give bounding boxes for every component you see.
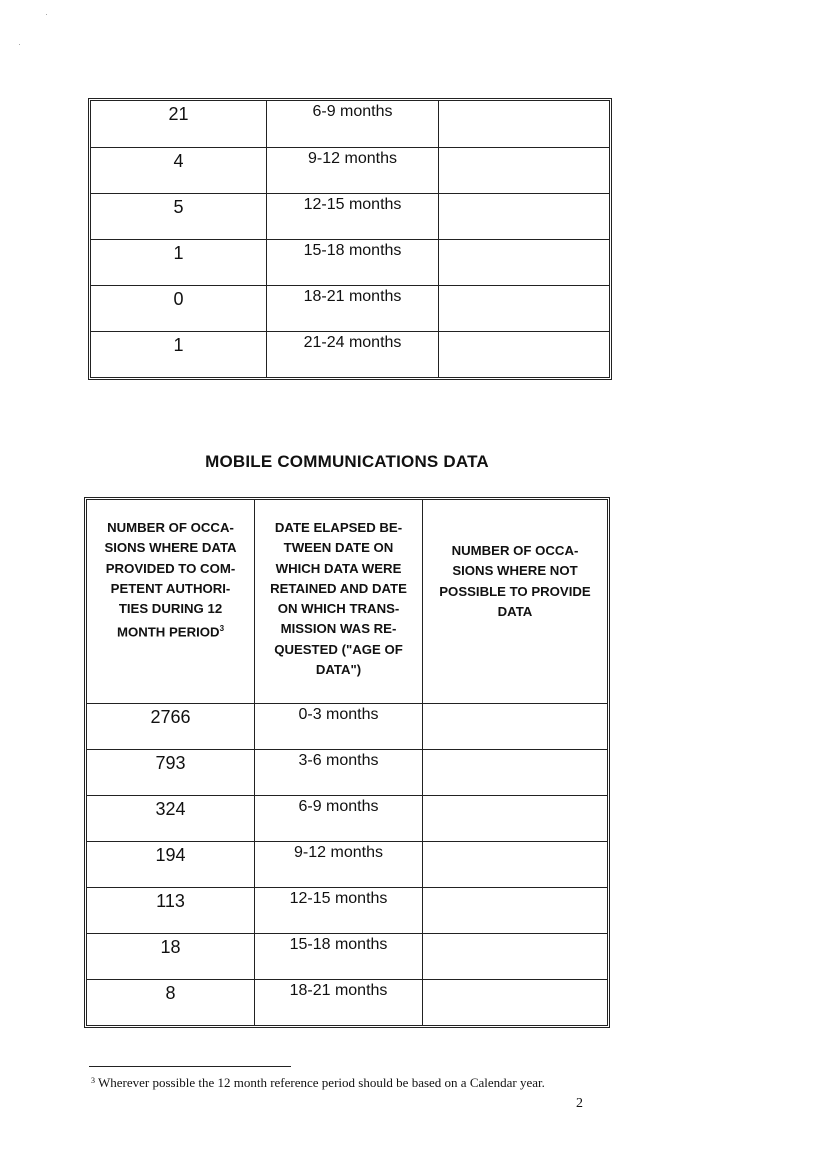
not-possible-cell [422, 887, 607, 933]
header-line: RETAINED AND DATE [270, 580, 407, 596]
table-body [91, 101, 609, 377]
data-age-cell: 0-3 months [254, 703, 422, 749]
header-line: ON WHICH TRANS- [277, 601, 400, 617]
occasions-count-cell: 793 [87, 749, 254, 795]
not-possible-cell [422, 933, 607, 979]
occasions-count-cell: 18 [87, 933, 254, 979]
header-line: TIES DURING 12 [118, 601, 223, 617]
header-occasions-provided [87, 500, 254, 703]
header-line: POSSIBLE TO PROVIDE [439, 583, 591, 599]
data-age-cell: 12-15 months [266, 193, 438, 239]
header-line: NUMBER OF OCCA- [451, 543, 579, 558]
data-age-cell: 9-12 months [254, 841, 422, 887]
occasions-count-cell: 113 [87, 887, 254, 933]
header-line: DATE ELAPSED BE- [274, 520, 403, 535]
occasions-count-cell: 0 [91, 285, 266, 331]
fixed-communications-table-continued [88, 98, 612, 380]
footnote [91, 1075, 545, 1091]
data-age-cell: 18-21 months [266, 285, 438, 331]
table-row [91, 285, 609, 331]
data-age-cell: 21-24 months [266, 331, 438, 377]
footnote-text: Wherever possible the 12 month reference period should be based on a Calendar year. [98, 1075, 545, 1090]
header-age-of-data [254, 500, 422, 703]
occasions-count-cell: 2766 [87, 703, 254, 749]
page-number: 2 [576, 1096, 583, 1111]
header-line: SIONS WHERE NOT [452, 563, 578, 579]
occasions-count-cell: 21 [168, 104, 189, 124]
table-row [87, 841, 607, 887]
table-row [87, 933, 607, 979]
header-line: QUESTED ("AGE OF [274, 641, 403, 657]
header-line: MISSION WAS RE- [280, 621, 397, 637]
table-row [87, 979, 607, 1025]
data-age-cell: 6-9 months [266, 101, 438, 147]
not-possible-cell [438, 285, 609, 331]
occasions-count-cell: 8 [87, 979, 254, 1025]
table-row [87, 749, 607, 795]
table-row [91, 147, 609, 193]
scan-speck: · [18, 39, 21, 49]
footnote-ref: 3 [219, 624, 225, 634]
table-row [87, 887, 607, 933]
table-row [87, 703, 607, 749]
not-possible-cell [422, 841, 607, 887]
scan-speck: · [45, 9, 48, 19]
occasions-count-cell: 324 [87, 795, 254, 841]
data-age-cell: 12-15 months [254, 887, 422, 933]
data-age-cell: 15-18 months [254, 933, 422, 979]
occasions-count-cell: 1 [91, 239, 266, 285]
header-line: SIONS WHERE DATA [104, 540, 237, 556]
header-line: MONTH PERIOD [116, 624, 220, 640]
table-row [91, 193, 609, 239]
not-possible-cell [422, 749, 607, 795]
footnote-divider [89, 1066, 291, 1067]
data-age-cell: 6-9 months [254, 795, 422, 841]
header-occasions-not-possible [422, 500, 607, 703]
footnote-marker: 3 [91, 1076, 95, 1085]
table-row [91, 331, 609, 377]
header-row [87, 500, 607, 703]
occasions-count-cell: 1 [91, 331, 266, 377]
data-age-cell: 18-21 months [254, 979, 422, 1025]
mobile-communications-table [84, 497, 610, 1028]
table-row [91, 101, 609, 147]
header-line: PETENT AUTHORI- [110, 580, 231, 596]
occasions-count-cell: 194 [87, 841, 254, 887]
data-age-cell: 15-18 months [266, 239, 438, 285]
not-possible-cell [422, 703, 607, 749]
table-row [91, 239, 609, 285]
header-line: DATA [497, 603, 533, 619]
occasions-count-cell: 4 [91, 147, 266, 193]
header-line: PROVIDED TO COM- [105, 560, 236, 576]
not-possible-cell [438, 147, 609, 193]
not-possible-cell [438, 193, 609, 239]
data-age-cell: 9-12 months [266, 147, 438, 193]
data-age-cell: 3-6 months [254, 749, 422, 795]
table-body [87, 500, 607, 1025]
header-line: WHICH DATA WERE [275, 560, 402, 576]
not-possible-cell [438, 101, 609, 147]
not-possible-cell [438, 239, 609, 285]
not-possible-cell [438, 331, 609, 377]
header-line: DATA") [315, 662, 362, 678]
not-possible-cell [422, 795, 607, 841]
not-possible-cell [422, 979, 607, 1025]
table-row [87, 795, 607, 841]
occasions-count-cell: 5 [91, 193, 266, 239]
section-title: MOBILE COMMUNICATIONS DATA [205, 452, 489, 471]
header-line: NUMBER OF OCCA- [107, 520, 234, 535]
header-line: TWEEN DATE ON [283, 540, 394, 556]
